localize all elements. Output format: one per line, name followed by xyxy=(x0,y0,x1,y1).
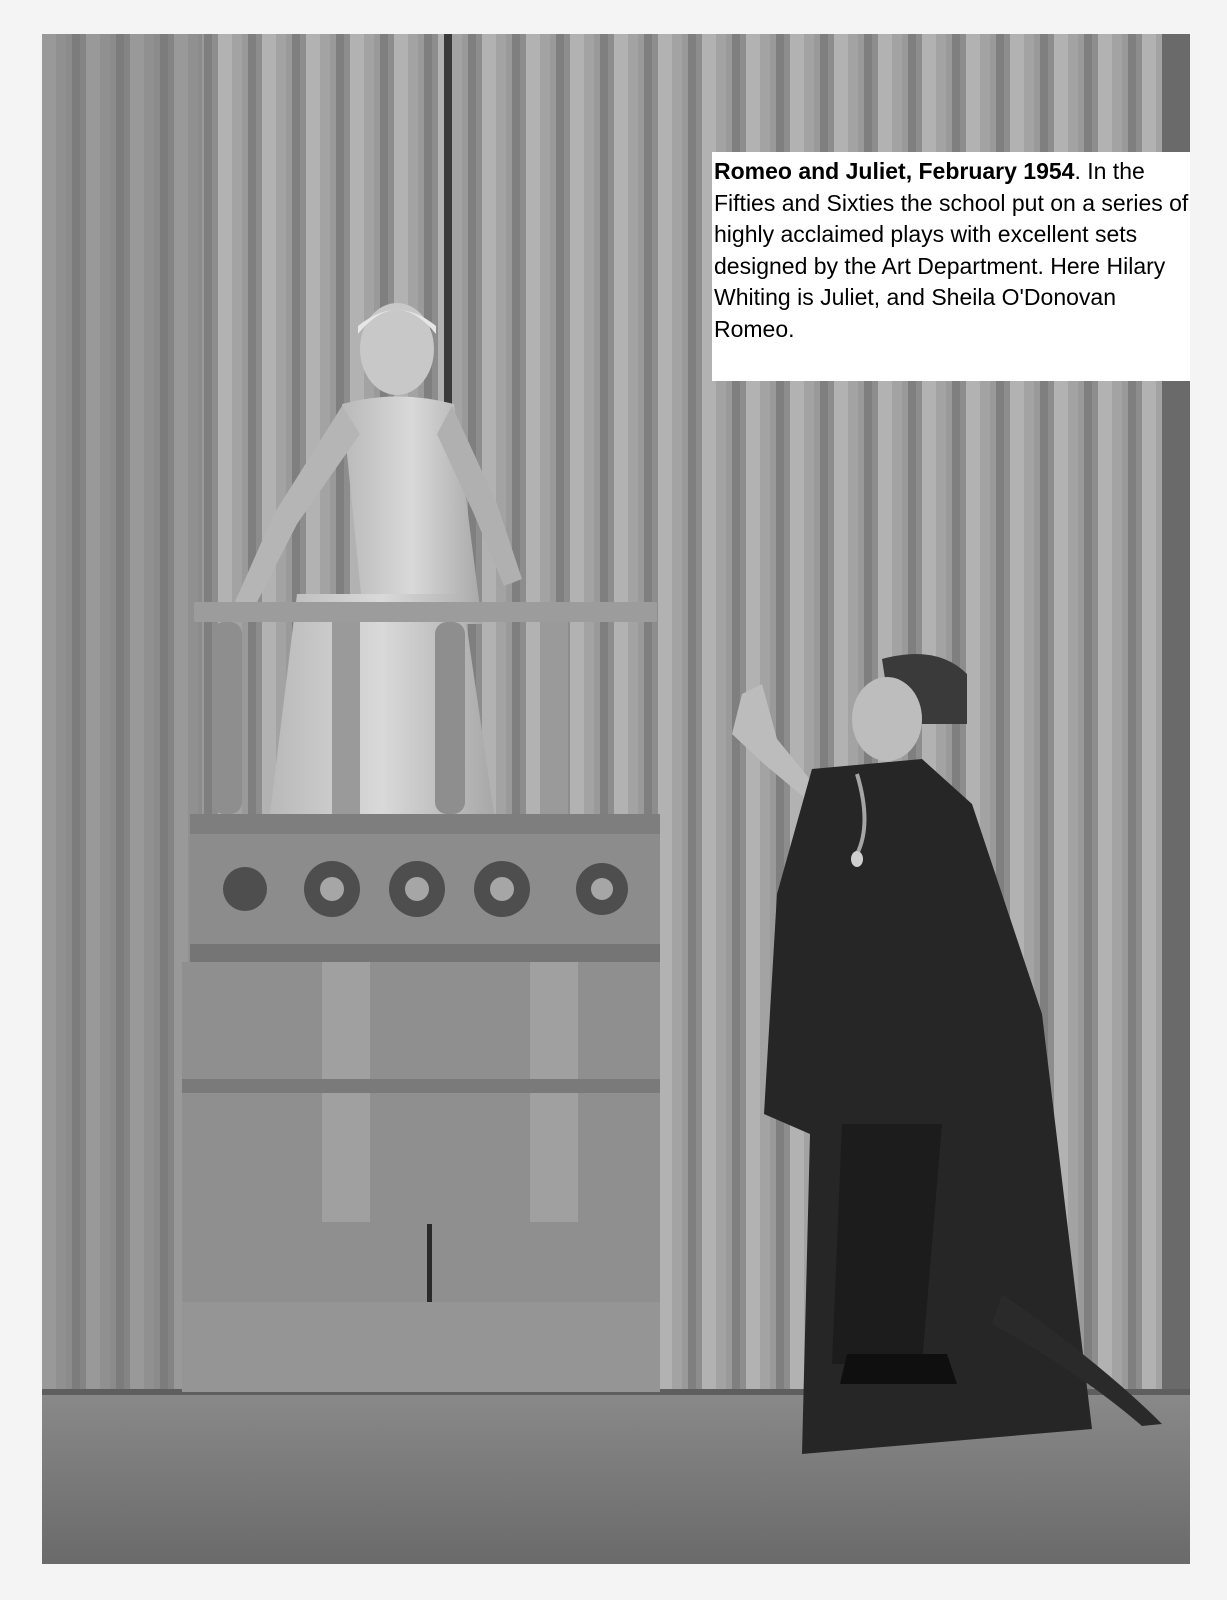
stage-photograph xyxy=(42,34,1190,1564)
photo-caption xyxy=(712,152,1190,381)
caption-body: . In the Fifties and Sixties the school put on a series of highly acclaimed plays with excellent sets designed by the Art Department. Here Hilary Whiting is Juliet, and Sheila O'Donovan Romeo. xyxy=(714,158,1189,342)
caption-title: Romeo and Juliet, February 1954 xyxy=(714,158,1075,184)
